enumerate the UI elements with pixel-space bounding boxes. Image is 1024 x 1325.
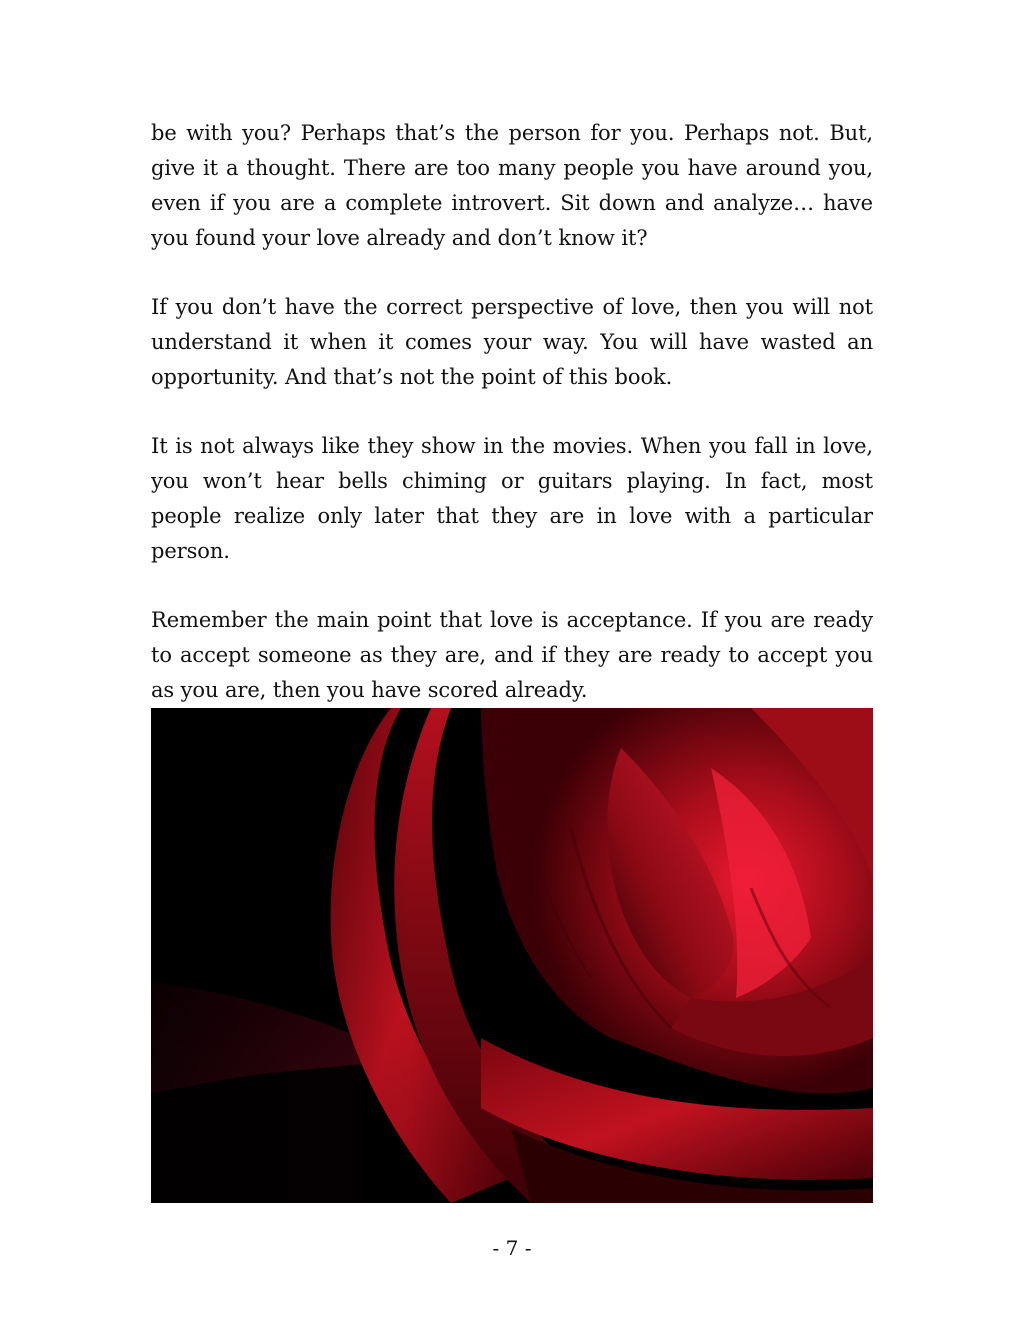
paragraph-3: It is not always like they show in the movies. When you fall in love, you won’t hear bells chiming or guitars playing. In fact, most people realize only later that they are in love with a particular person. xyxy=(151,434,873,563)
body-text xyxy=(151,116,873,708)
paragraph-1: be with you? Perhaps that’s the person for you. Perhaps not. But, give it a thought. There are too many people you have around you, even if you are a complete introvert. Sit down and analyze… have you found your love already and don’t know it? xyxy=(151,121,873,250)
paragraph-2: If you don’t have the correct perspective of love, then you will not understand it when it comes your way. You will have wasted an opportunity. And that’s not the point of this book. xyxy=(151,295,873,389)
rose-photo xyxy=(151,708,873,1203)
page-number: - 7 - xyxy=(492,1236,532,1260)
rose-illustration xyxy=(151,708,873,1203)
paragraph-4: Remember the main point that love is acceptance. If you are ready to accept someone as they are, and if they are ready to accept you as you are, then you have scored already. xyxy=(151,608,873,702)
